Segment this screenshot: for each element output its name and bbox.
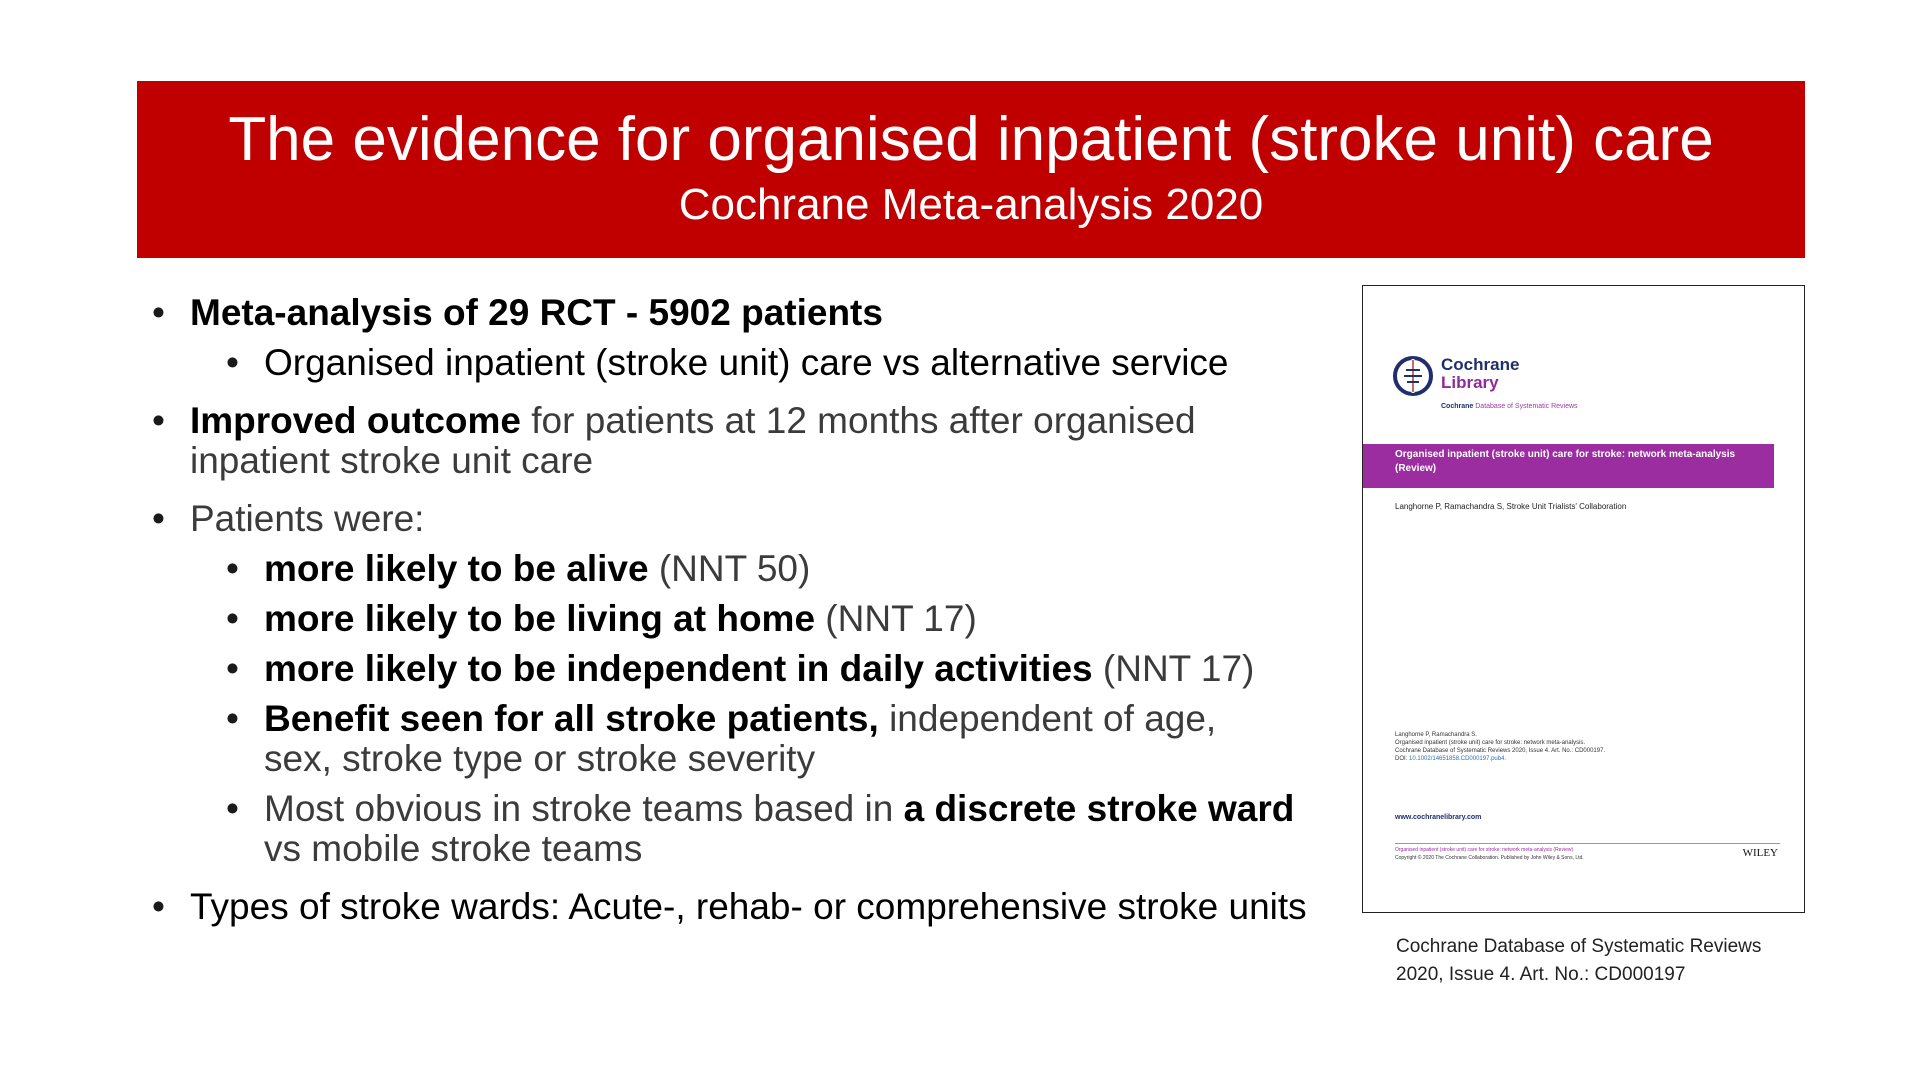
- doi-label: DOI:: [1395, 756, 1410, 762]
- footer-copyright: Copyright © 2020 The Cochrane Collaboration. Published by John Wiley & Sons, Ltd.: [1395, 855, 1584, 861]
- logo-word-library: Library: [1441, 373, 1499, 392]
- bullet-text: independent of age, sex, stroke type or stroke severity: [264, 698, 1217, 779]
- bullet-bold-text: Meta-analysis of 29 RCT - 5902 patients: [190, 292, 883, 333]
- bullet-dot: •: [226, 698, 239, 739]
- bullet-bold-text: more likely to be alive: [264, 548, 649, 589]
- review-authors: Langhorne P, Ramachandra S, Stroke Unit Trialists' Collaboration: [1395, 502, 1627, 511]
- cochrane-library-wordmark: [1441, 356, 1519, 392]
- database-name: [1441, 403, 1578, 410]
- citation-line: Cochrane Database of Systematic Reviews 2020, Issue 4. Art. No.: CD000197.: [1395, 748, 1606, 754]
- bullet-dot: •: [152, 886, 165, 927]
- database-title: Database of Systematic Reviews: [1473, 403, 1578, 410]
- logo-word-cochrane: Cochrane: [1441, 355, 1520, 374]
- sub-bullet-text: Organised inpatient (stroke unit) care vs alternative service: [264, 342, 1229, 383]
- bullet-dot: •: [152, 400, 165, 441]
- sub-bullet-benefit: [222, 699, 1333, 779]
- bullet-text: for patients at 12 months after organised inpatient stroke unit care: [190, 400, 1196, 481]
- bullet-dot: •: [226, 342, 239, 383]
- sub-bullet-discrete-ward: [222, 789, 1333, 869]
- bullet-text: vs mobile stroke teams: [264, 828, 643, 869]
- bullet-list: [148, 285, 1333, 927]
- sub-bullet-alive: [222, 549, 1333, 589]
- bullet-bold-text: Benefit seen for all stroke patients,: [264, 698, 879, 739]
- bullet-dot: •: [226, 598, 239, 639]
- bullet-bold-text: more likely to be independent in daily activities: [264, 648, 1093, 689]
- citation-line: Langhorne P, Ramachandra S.: [1395, 732, 1477, 738]
- review-title-bar: Organised inpatient (stroke unit) care for stroke: network meta-analysis (Review): [1363, 444, 1774, 488]
- footer-divider: [1395, 843, 1780, 844]
- caption-line: Cochrane Database of Systematic Reviews: [1396, 936, 1762, 957]
- bullet-text: (NNT 17): [1092, 648, 1255, 689]
- slide-title: The evidence for organised inpatient (stroke unit) care: [228, 105, 1714, 174]
- title-banner: [137, 81, 1805, 258]
- review-cover-thumbnail: [1362, 285, 1805, 913]
- publisher-logo: WILEY: [1742, 847, 1778, 859]
- bullet-text: Most obvious in stroke teams based in: [264, 788, 904, 829]
- citation-doi-line: [1395, 755, 1605, 763]
- sub-bullet-comparison: [222, 343, 1333, 383]
- bullet-stroke-ward-types: [148, 887, 1333, 927]
- footer-review-title: Organised inpatient (stroke unit) care for stroke: network meta-analysis (Review): [1395, 847, 1574, 853]
- database-brand: Cochrane: [1441, 403, 1474, 410]
- bullet-text: Patients were:: [190, 498, 425, 539]
- bullet-text: Types of stroke wards: Acute-, rehab- or comprehensive stroke units: [190, 886, 1307, 927]
- bullet-patients-were: [148, 499, 1333, 539]
- sub-bullet-independent: [222, 649, 1333, 689]
- bullet-dot: •: [226, 548, 239, 589]
- bullet-improved-outcome: [148, 401, 1333, 481]
- cochrane-library-url[interactable]: www.cochranelibrary.com: [1395, 814, 1482, 821]
- sub-bullet-home: [222, 599, 1333, 639]
- doi-link[interactable]: 10.1002/14651858.CD000197.pub4.: [1409, 756, 1507, 762]
- bullet-text: (NNT 50): [648, 548, 811, 589]
- bullet-bold-text: a discrete stroke ward: [903, 788, 1295, 829]
- bullet-dot: •: [226, 788, 239, 829]
- bullet-text: (NNT 17): [815, 598, 977, 639]
- citation-block: [1395, 731, 1605, 763]
- citation-line: Organised inpatient (stroke unit) care for stroke: network meta-analysis.: [1395, 740, 1586, 746]
- bullet-dot: •: [226, 648, 239, 689]
- bullet-dot: •: [152, 292, 165, 333]
- bullet-dot: •: [152, 498, 165, 539]
- bullet-bold-text: Improved outcome: [190, 400, 521, 441]
- caption-line: 2020, Issue 4. Art. No.: CD000197: [1396, 964, 1686, 985]
- cover-caption: [1396, 933, 1796, 989]
- bullet-meta-analysis: [148, 293, 1333, 333]
- slide-subtitle: Cochrane Meta-analysis 2020: [678, 180, 1264, 229]
- cochrane-logo-icon: [1393, 356, 1433, 396]
- bullet-bold-text: more likely to be living at home: [264, 598, 816, 639]
